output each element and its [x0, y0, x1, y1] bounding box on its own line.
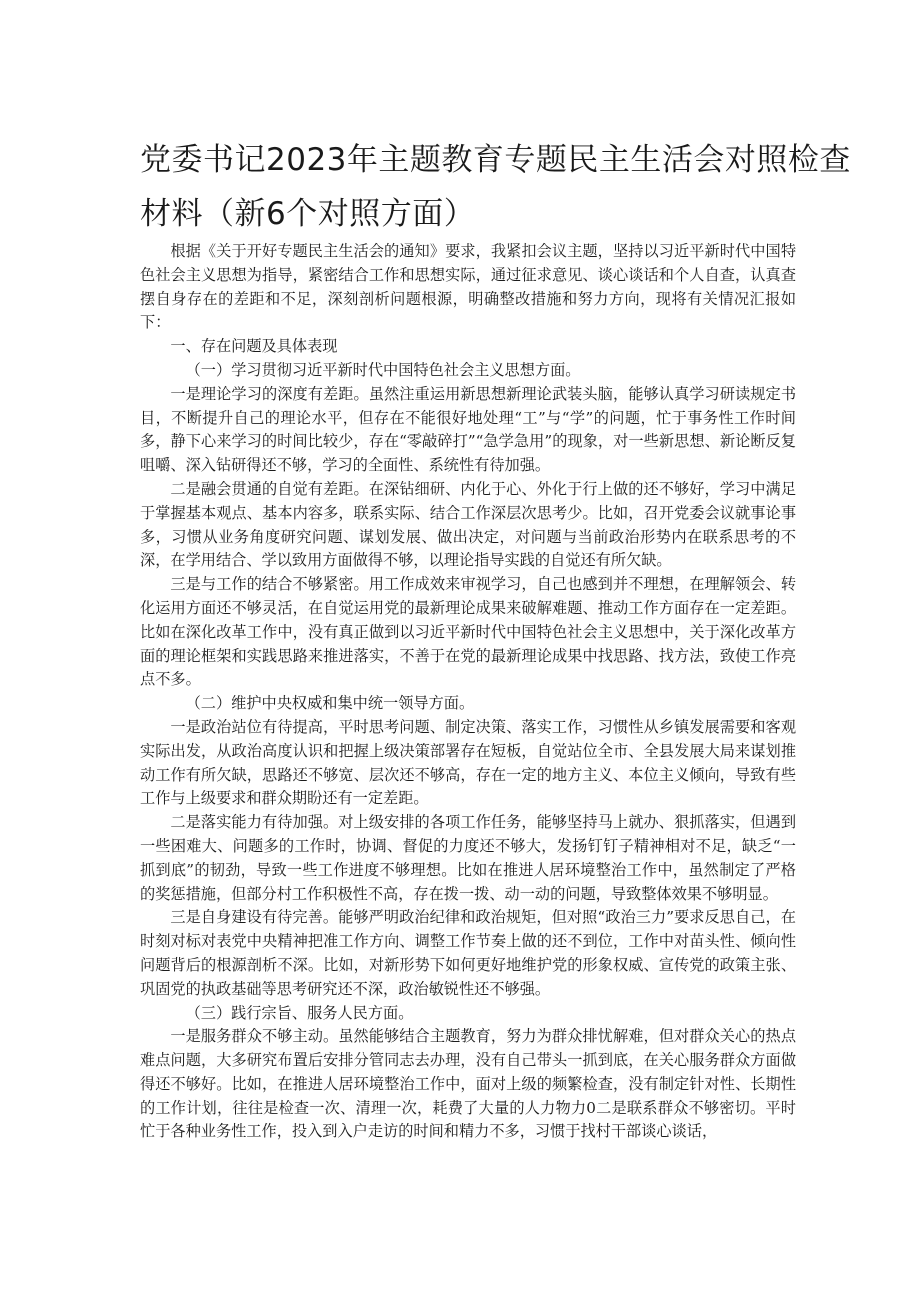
title-line-2: 材料（新6个对照方面）	[140, 196, 476, 232]
body-paragraph: 三是自身建设有待完善。能够严明政治纪律和政治规矩，但对照“政治三力”要求反思自己，在时刻对标对表党中央精神把准工作方向、调整工作节奏上做的还不到位，工作中对苗头性、倾向性问题背后的根源剖析不深。比如，对新形势下如何更好地维护党的形象权威、宣传党的政策主张、巩固党的执政基础等思考研究还不深，政治敏锐性还不够强。	[140, 908, 796, 998]
body-paragraph: 一是理论学习的深度有差距。虽然注重运用新思想新理论武装头脑，能够认真学习研读规定书目，不断提升自己的理论水平，但存在不能很好地处理“工”与“学”的问题，忙于事务性工作时间多，静下心来学习的时间比较少，存在“零敲碎打”“急学急用”的现象，对一些新思想、新论断反复咀嚼、深入钻研得还不够，学习的全面性、系统性有待加强。	[140, 384, 796, 475]
document-body	[140, 240, 796, 1144]
body-paragraph: 二是融会贯通的自觉有差距。在深钻细研、内化于心、外化于行上做的还不够好，学习中满足于掌握基本观点、基本内容多，联系实际、结合工作深层次思考少。比如，召开党委会议就事论事多，习惯从业务角度研究问题、谋划发展、做出决定，对问题与当前政治形势内在联系思考的不深，在学用结合、学以致用方面做得不够，以理论指导实践的自觉还有所欠缺。	[140, 479, 796, 570]
intro-paragraph: 根据《关于开好专题民主生活会的通知》要求，我紧扣会议主题，坚持以习近平新时代中国特色社会主义思想为指导，紧密结合工作和思想实际，通过征求意见、谈心谈话和个人自查，认真查摆自身存在的差距和不足，深刻剖析问题根源，明确整改措施和努力方向，现将有关情况汇报如下：	[140, 242, 796, 332]
subsection-heading: （一）学习贯彻习近平新时代中国特色社会主义思想方面。	[185, 360, 581, 379]
section-heading: 一、存在问题及具体表现	[170, 337, 338, 356]
body-paragraph: 三是与工作的结合不够紧密。用工作成效来审视学习，自己也感到并不理想，在理解领会、转化运用方面还不够灵活，在自觉运用党的最新理论成果来破解难题、推动工作方面存在一定差距。比如在深化改革工作中，没有真正做到以习近平新时代中国特色社会主义思想中，关于深化改革方面的理论框架和实践思路来推进落实，不善于在党的最新理论成果中找思路、找方法，致使工作亮点不多。	[140, 575, 796, 689]
body-paragraph: 二是落实能力有待加强。对上级安排的各项工作任务，能够坚持马上就办、狠抓落实，但遇到一些困难大、问题多的工作时，协调、督促的力度还不够大，发扬钉钉子精神相对不足，缺乏“一抓到底”的韧劲，导致一些工作进度不够理想。比如在推进人居环境整治工作中，虽然制定了严格的奖惩措施，但部分村工作积极性不高，存在拨一拨、动一动的问题，导致整体效果不够明显。	[140, 813, 796, 903]
title-line-1: 党委书记2023年主题教育专题民主生活会对照检查	[140, 142, 851, 178]
document-title	[140, 133, 851, 241]
subsection-heading: （二）维护中央权威和集中统一领导方面。	[185, 694, 475, 713]
subsection-heading: （三）践行宗旨、服务人民方面。	[185, 1003, 414, 1022]
body-paragraph: 一是政治站位有待提高，平时思考问题、制定决策、落实工作，习惯性从乡镇发展需要和客观实际出发，从政治高度认识和把握上级决策部署存在短板，自觉站位全市、全县发展大局来谋划推动工作有所欠缺，思路还不够宽、层次还不够高，存在一定的地方主义、本位主义倾向，导致有些工作与上级要求和群众期盼还有一定差距。	[140, 717, 796, 808]
body-paragraph: 一是服务群众不够主动。虽然能够结合主题教育，努力为群众排忧解难，但对群众关心的热点难点问题，大多研究布置后安排分管同志去办理，没有自己带头一抓到底，在关心服务群众方面做得还不够好。比如，在推进人居环境整治工作中，面对上级的频繁检查，没有制定针对性、长期性的工作计划，往往是检查一次、清理一次，耗费了大量的人力物力0二是联系群众不够密切。平时忙于各种业务性工作，投入到入户走访的时间和精力不多，习惯于找村干部谈心谈话，	[140, 1027, 796, 1141]
